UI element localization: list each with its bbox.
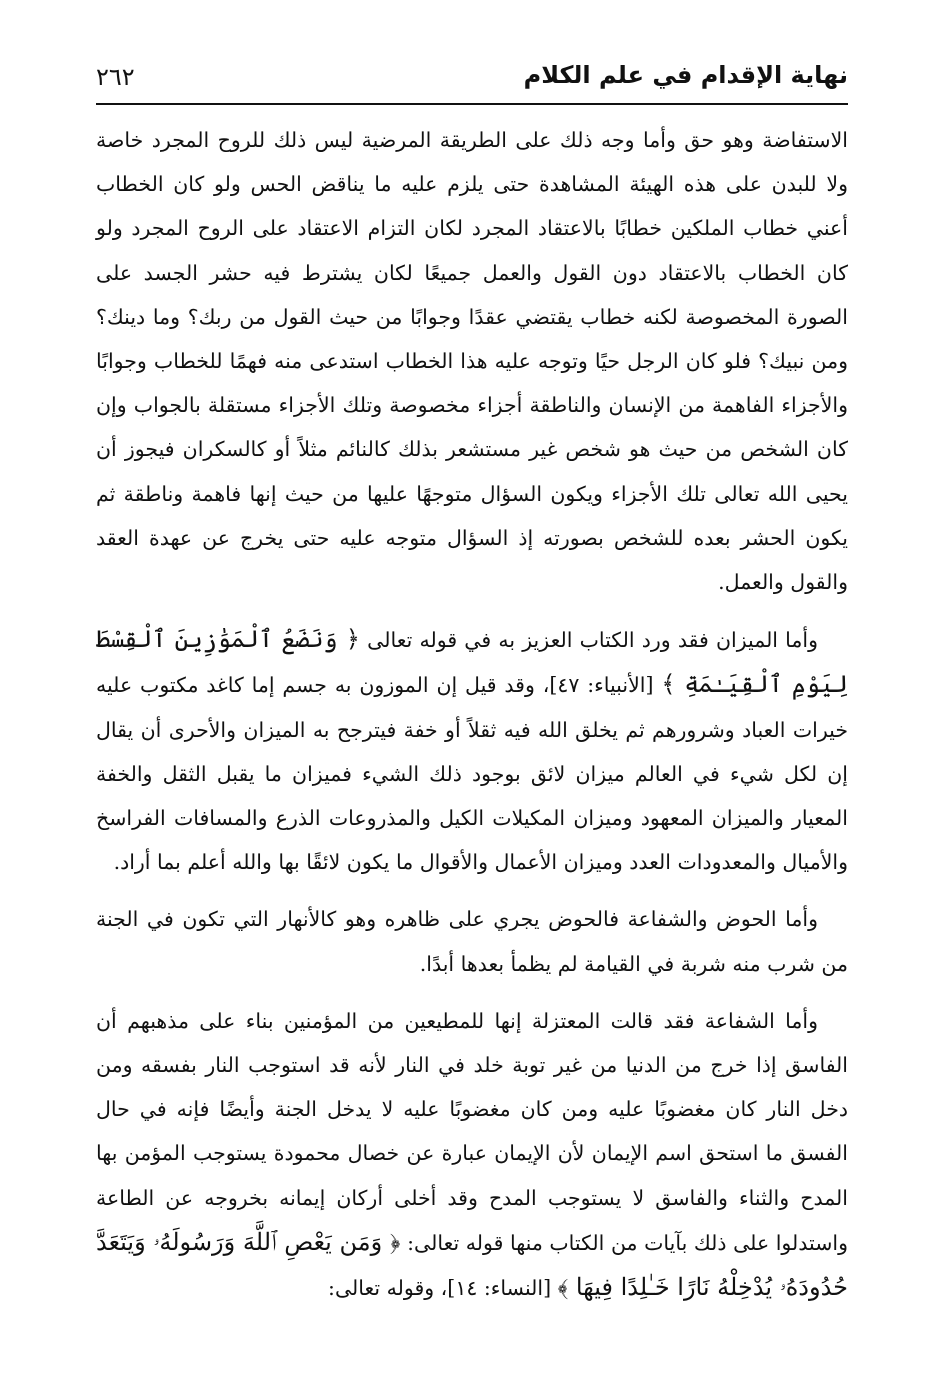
book-title: نهاية الإقدام في علم الكلام <box>523 61 848 89</box>
running-header <box>96 58 848 98</box>
quran-verse: ﴿ وَمَن يَعْصِ ٱللَّهَ وَرَسُولَهُۥ وَيَتَعَدَّ حُدُودَهُۥ يُدْخِلْهُ نَارًا خَـٰلِدًا فِيهَا ﴾ <box>96 1227 848 1302</box>
paragraph-text: [النساء: ١٤]، وقوله تعالى: <box>328 1276 558 1301</box>
body-text <box>96 118 848 1323</box>
paragraph-mizan <box>96 617 848 884</box>
paragraph-text: وأما الميزان فقد ورد الكتاب العزيز به في قوله تعالى <box>359 628 819 653</box>
paragraph-shafaa <box>96 999 848 1310</box>
header-divider <box>96 103 848 105</box>
paragraph-text: [الأنبياء: ٤٧]، وقد قيل إن الموزون به جسم إما كاغد مكتوب عليه خيرات العباد وشرورهم ثم يخلق الله فيه ثقلاً أو خفة فيترجح به الميزان والأحرى أن يقال إن لكل شيء في العالم ميزان لائق بوجود ذلك الشيء فميزان ما يقبل الثقل والخفة المعيار والميزان المعهود وميزان المكيلات الكيل والمذروعات الذرع والمسافات الفراسخ والأميال والمعدودات العدد وميزان الأعمال والأقوال ما يكون لائقًا بها والله أعلم بما أراد. <box>96 673 848 875</box>
paragraph-grave-questioning: الاستفاضة وهو حق وأما وجه ذلك على الطريقة المرضية ليس ذلك للروح المجرد خاصة ولا للبدن على هذه الهيئة المشاهدة حتى يلزم عليه ما يناقض الحس ولو كان الخطاب أعني خطاب الملكين خطابًا بالاعتقاد المجرد لكان التزام الاعتقاد على الروح المجرد ولو كان الخطاب بالاعتقاد دون القول والعمل جميعًا لكان يشترط فيه حشر الجسد على الصورة المخصوصة لكنه خطاب يقتضي عقدًا وجوابًا من حيث القول من ربك؟ وما دينك؟ ومن نبيك؟ فلو كان الرجل حيًا وتوجه عليه هذا الخطاب استدعى منه فهمًا للخطاب وجوابًا والأجزاء الفاهمة من الإنسان والناطقة أجزاء مخصوصة وتلك الأجزاء مستقلة بالجواب وإن كان الشخص من حيث هو شخص غير مستشعر بذلك كالنائم مثلاً أو كالسكران فيجوز أن يحيى الله تعالى تلك الأجزاء ويكون السؤال متوجهًا عليها من حيث إنها فاهمة وناطقة ثم يكون الحشر بعده للشخص بصورته إذ السؤال متوجه عليه حتى يخرج عن عهدة العقد والقول والعمل. <box>96 128 848 595</box>
page-number: ٢٦٢ <box>96 63 135 91</box>
paragraph-hawd: وأما الحوض والشفاعة فالحوض يجري على ظاهره وهو كالأنهار التي تكون في الجنة من شرب منه شربة في القيامة لم يظمأ بعدها أبدًا. <box>96 907 848 976</box>
paragraph-text: وأما الشفاعة فقد قالت المعتزلة إنها للمطيعين من المؤمنين بناء على مذهبهم أن الفاسق إذا خرج من الدنيا من غير توبة خلد في النار لأنه قد استوجب النار بفسقه ومن دخل النار كان مغضوبًا عليه ومن كان مغضوبًا عليه لا يدخل الجنة وأيضًا فإنه في حال الفسق ما استحق اسم الإيمان لأن الإيمان عبارة عن خصال محمودة يستوجب المؤمن بها المدح والثناء والفاسق لا يستوجب المدح وقد أخلى أركان إيمانه بخروجه عن الطاعة واستدلوا على ذلك بآيات من الكتاب منها قوله تعالى: <box>96 1008 848 1255</box>
quran-verse: ﴿ وَنَضَعُ ٱلْمَوَٰزِينَ ٱلْقِسْطَ لِيَوْمِ ٱلْقِيَـٰمَةِ ﴾ <box>96 625 848 699</box>
